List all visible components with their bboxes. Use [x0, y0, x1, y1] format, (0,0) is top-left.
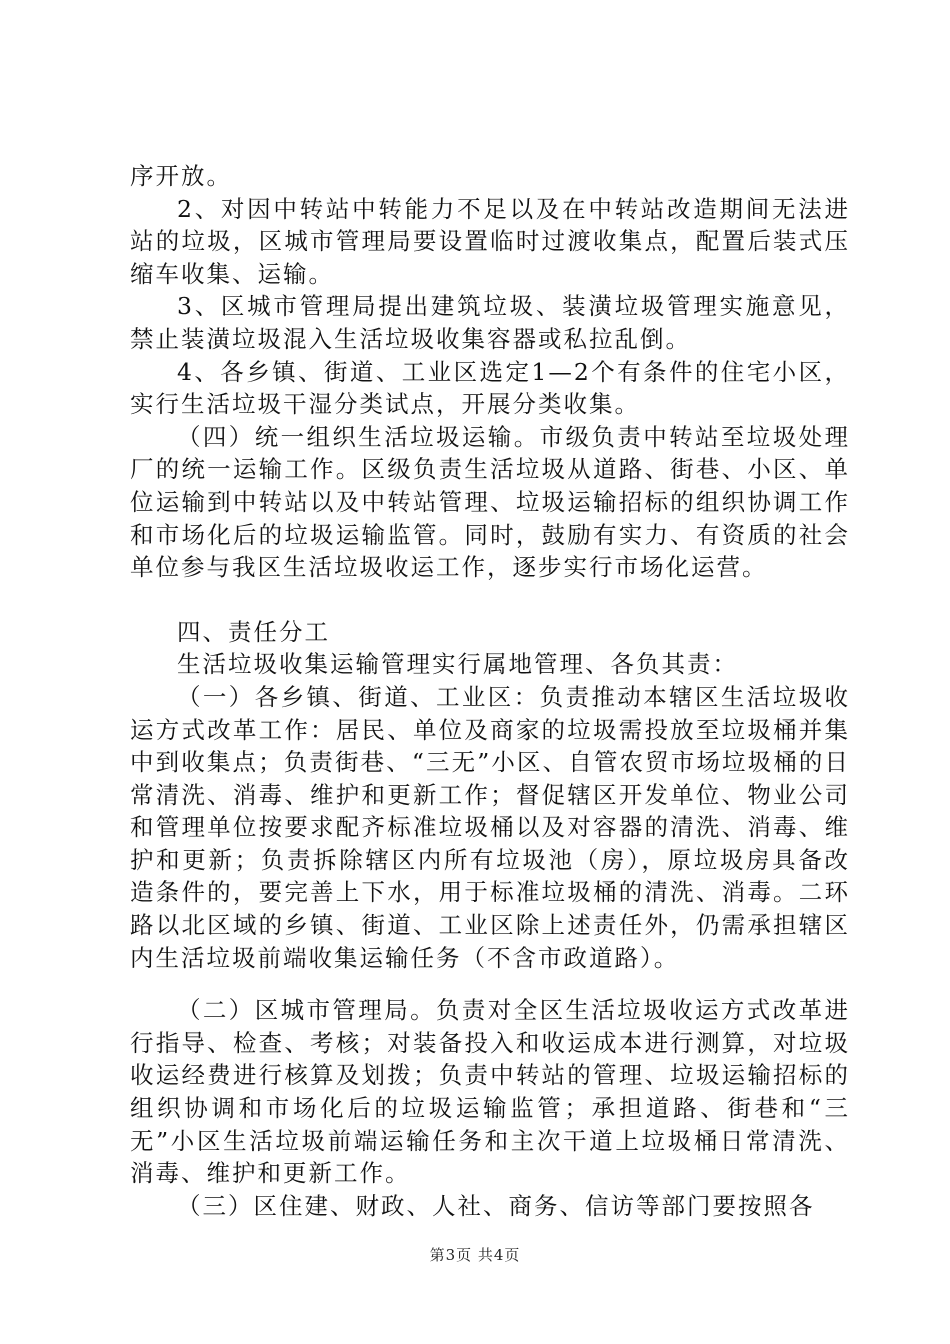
paragraph-duty-2: （二）区城市管理局。负责对全区生活垃圾收运方式改革进行指导、检查、考核；对装备投入和收运成本进行测算，对垃圾收运经费进行核算及划拨；负责中转站的管理、垃圾运输招标的组织协调和市场化后的垃圾运输监管；承担道路、街巷和“三无”小区生活垃圾前端运输任务和主次干道上垃圾桶日常清洗、消毒、维护和更新工作。	[130, 996, 850, 1188]
paragraph-duty-1: （一）各乡镇、街道、工业区：负责推动本辖区生活垃圾收运方式改革工作：居民、单位及商家的垃圾需投放至垃圾桶并集中到收集点；负责街巷、“三无”小区、自管农贸市场垃圾桶的日常清洗、消毒、维护和更新工作；督促辖区开发单位、物业公司和管理单位按要求配齐标准垃圾桶以及对容器的清洗、消毒、维护和更新；负责拆除辖区内所有垃圾池（房），原垃圾房具备改造条件的，要完善上下水，用于标准垃圾桶的清洗、消毒。二环路以北区域的乡镇、街道、工业区除上述责任外，仍需承担辖区内生活垃圾前端收集运输任务（不含市政道路）。	[130, 682, 850, 972]
paragraph-item-2: 2、对因中转站中转能力不足以及在中转站改造期间无法进站的垃圾，区城市管理局要设置临时过渡收集点，配置后装式压缩车收集、运输。	[130, 194, 850, 288]
section-heading-responsibility: 四、责任分工	[177, 617, 330, 646]
paragraph-duty-3: （三）区住建、财政、人社、商务、信访等部门要按照各	[177, 1191, 815, 1220]
paragraph-item-3: 3、区城市管理局提出建筑垃圾、装潢垃圾管理实施意见，禁止装潢垃圾混入生活垃圾收集容器或私拉乱倒。	[130, 292, 850, 353]
page-footer: 第3页 共4页	[429, 1246, 521, 1264]
paragraph-item-4: 4、各乡镇、街道、工业区选定1—2个有条件的住宅小区，实行生活垃圾干湿分类试点，开展分类收集。	[130, 357, 850, 419]
paragraph-section-4: （四）统一组织生活垃圾运输。市级负责中转站至垃圾处理厂的统一运输工作。区级负责生活垃圾从道路、街巷、小区、单位运输到中转站以及中转站管理、垃圾运输招标的组织协调工作和市场化后的垃圾运输监管。同时，鼓励有实力、有资质的社会单位参与我区生活垃圾收运工作，逐步实行市场化运营。	[130, 422, 850, 582]
paragraph-continuation: 序开放。	[130, 162, 232, 190]
paragraph-intro: 生活垃圾收集运输管理实行属地管理、各负其责：	[177, 650, 738, 679]
document-body	[130, 160, 850, 1222]
